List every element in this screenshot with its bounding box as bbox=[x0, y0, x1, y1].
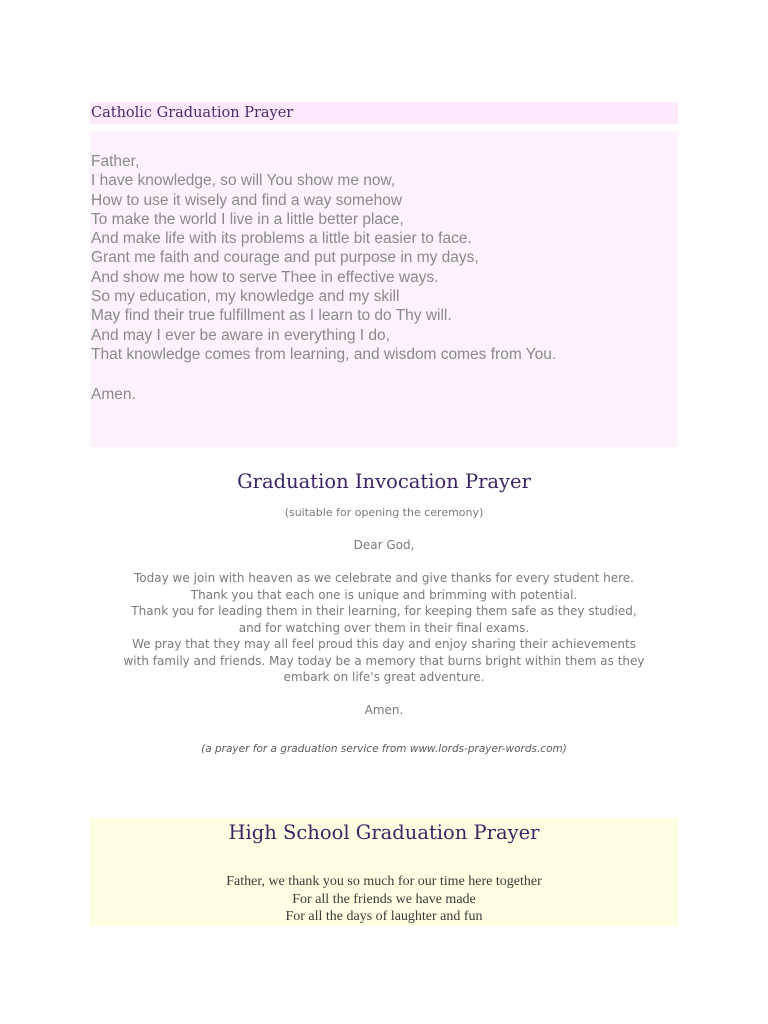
invocation-prayer-title: Graduation Invocation Prayer bbox=[237, 470, 531, 493]
prayer-line: Father, we thank you so much for our time here together bbox=[226, 874, 542, 889]
prayer-line: Grant me faith and courage and put purpose in my days, bbox=[91, 249, 479, 267]
catholic-prayer-amen: Amen. bbox=[91, 386, 136, 403]
high-school-prayer-title: High School Graduation Prayer bbox=[228, 821, 540, 844]
prayer-line: We pray that they may all feel proud this day and enjoy sharing their achievements bbox=[132, 637, 636, 651]
prayer-line: And show me how to serve Thee in effective ways. bbox=[91, 268, 439, 286]
catholic-prayer-body bbox=[90, 131, 678, 447]
catholic-prayer-title-bar bbox=[90, 102, 678, 124]
prayer-line: embark on life's great adventure. bbox=[283, 670, 485, 684]
catholic-prayer-title: Catholic Graduation Prayer bbox=[91, 105, 294, 121]
prayer-line: How to use it wisely and find a way somehow bbox=[91, 191, 403, 209]
prayer-line: For all the friends we have made bbox=[292, 891, 476, 907]
prayer-line: and for watching over them in their final exams. bbox=[238, 620, 530, 635]
prayer-line: That knowledge comes from learning, and wisdom comes from You. bbox=[91, 345, 557, 363]
prayer-line: I have knowledge, so will You show me now, bbox=[91, 172, 396, 190]
high-school-prayer-section bbox=[90, 818, 678, 926]
invocation-prayer-subtitle: (suitable for opening the ceremony) bbox=[284, 506, 484, 519]
prayer-line: Thank you for leading them in their learning, for keeping them safe as they studied, bbox=[131, 604, 637, 618]
catholic-prayer-text bbox=[91, 152, 556, 364]
invocation-prayer-salutation: Dear God, bbox=[353, 538, 415, 552]
prayer-line: Today we join with heaven as we celebrate and give thanks for every student here. bbox=[134, 571, 634, 585]
invocation-prayer-section bbox=[90, 466, 678, 766]
prayer-line: Thank you that each one is unique and brimming with potential. bbox=[190, 587, 578, 602]
invocation-prayer-text bbox=[90, 570, 678, 686]
prayer-line: And make life with its problems a little bit easier to face. bbox=[91, 230, 472, 248]
high-school-prayer-text bbox=[90, 873, 678, 926]
prayer-line: May find their true fulfillment as I learn to do Thy will. bbox=[91, 307, 452, 325]
prayer-line: with family and friends. May today be a memory that burns bright within them as they bbox=[123, 653, 645, 668]
invocation-prayer-amen: Amen. bbox=[364, 703, 404, 717]
prayer-line: And may I ever be aware in everything I do, bbox=[91, 326, 390, 344]
prayer-line: For all the days of laughter and fun bbox=[285, 909, 483, 924]
prayer-line: To make the world I live in a little better place, bbox=[91, 210, 404, 228]
prayer-line: Father, bbox=[91, 153, 140, 170]
invocation-prayer-credit: (a prayer for a graduation service from www.lords-prayer-words.com) bbox=[201, 743, 567, 755]
prayer-line: So my education, my knowledge and my skill bbox=[91, 288, 400, 306]
